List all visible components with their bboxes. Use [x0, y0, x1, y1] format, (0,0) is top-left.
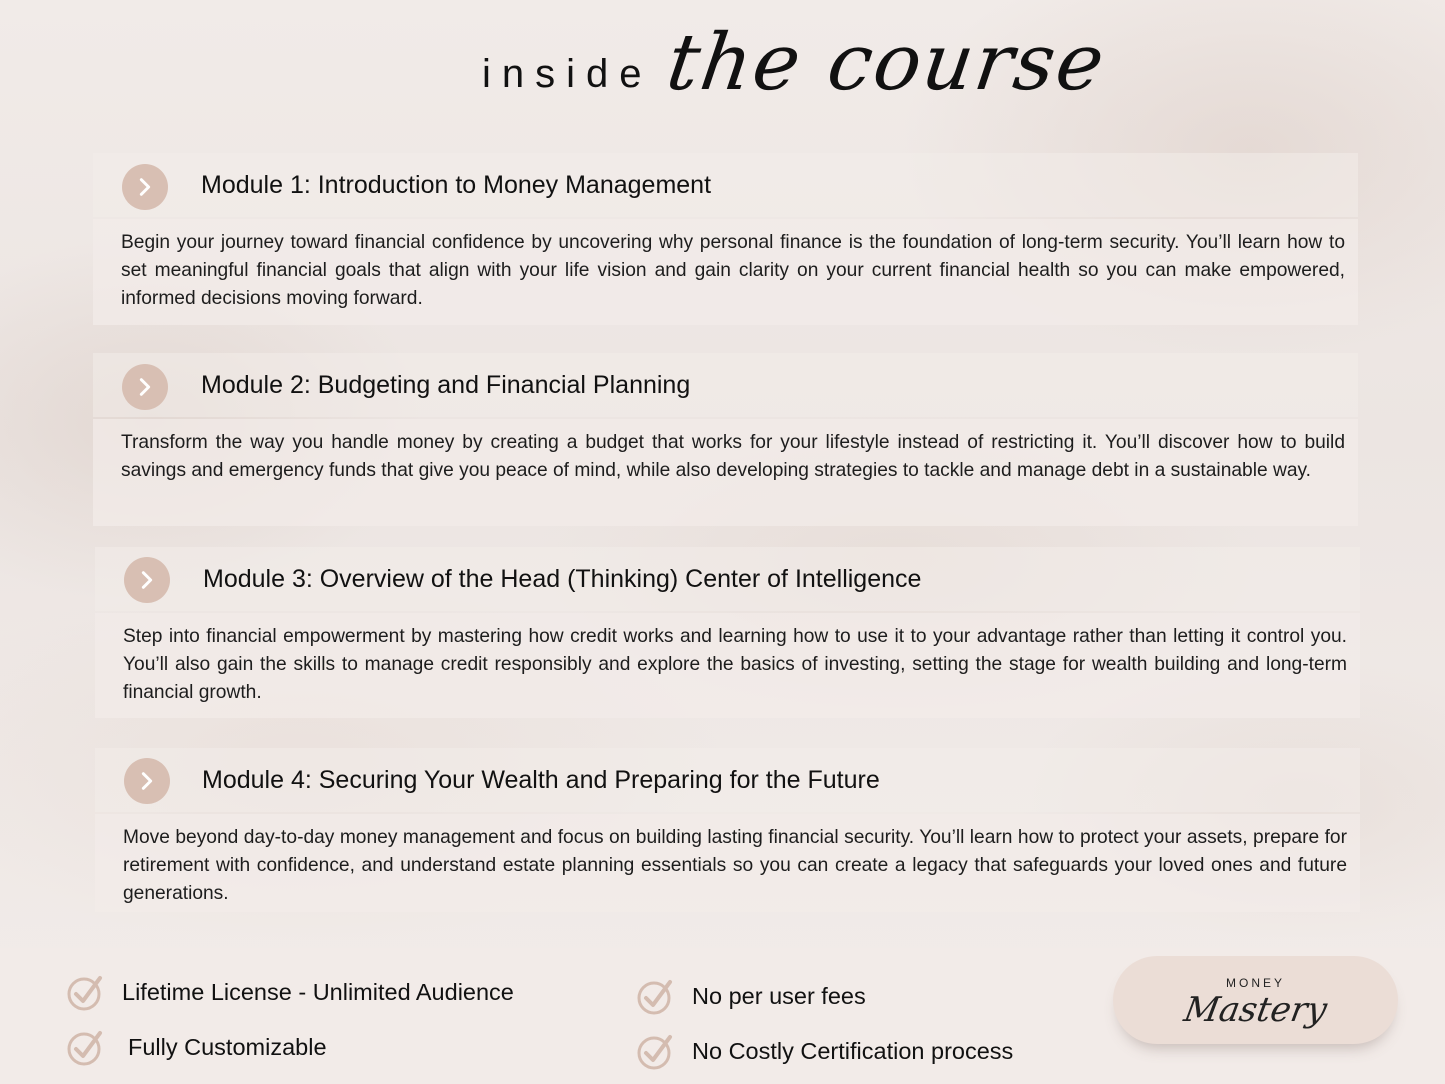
feature-label: No Costly Certification process — [692, 1037, 1014, 1064]
module-2-title: Module 2: Budgeting and Financial Planning — [201, 371, 691, 399]
feature-label: Lifetime License - Unlimited Audience — [122, 978, 514, 1005]
chevron-right-icon — [122, 364, 168, 410]
logo-script-text: Mastery — [1181, 990, 1330, 1030]
page-header — [0, 0, 1445, 150]
check-icon — [66, 1027, 106, 1067]
module-1-description: Begin your journey toward financial confidence by uncovering why personal finance is the foundation of long-term security. You’ll learn how to set meaningful financial goals that align with your life vision and gain clarity on your current financial health so you can make empowered, informed decisions moving forward. — [121, 232, 1345, 309]
check-icon — [66, 972, 106, 1012]
feature-no-certification — [636, 1031, 1013, 1071]
module-4-title: Module 4: Securing Your Wealth and Preparing for the Future — [202, 766, 880, 794]
check-icon — [636, 1031, 676, 1071]
logo-top-text: MONEY — [1225, 976, 1285, 990]
chevron-right-icon — [122, 164, 168, 210]
module-3-description: Step into financial empowerment by mastering how credit works and learning how to use it to your advantage rather than letting it control you. You’ll also gain the skills to manage credit responsibly and explore the basics of investing, setting the stage for wealth building and long-term financial growth. — [123, 626, 1347, 703]
module-3-title: Module 3: Overview of the Head (Thinking) Center of Intelligence — [203, 565, 922, 593]
module-4-description: Move beyond day-to-day money management and focus on building lasting financial security. You’ll learn how to protect your assets, prepare for retirement with confidence, and understand estate planning essentials so you can create a legacy that safeguards your loved ones and future generations. — [123, 827, 1347, 904]
heading-script-the-course: the course — [661, 18, 1112, 108]
feature-no-per-user-fees — [636, 976, 866, 1016]
chevron-right-icon — [124, 557, 170, 603]
money-mastery-logo — [1113, 956, 1398, 1044]
check-icon — [636, 976, 676, 1016]
module-1-title: Module 1: Introduction to Money Management — [201, 171, 712, 199]
feature-label: No per user fees — [692, 982, 866, 1009]
module-2-description: Transform the way you handle money by creating a budget that works for your lifestyle instead of restricting it. You’ll discover how to build savings and emergency funds that give you peace of mind, while also developing strategies to tackle and manage debt in a sustainable way. — [121, 432, 1345, 481]
feature-lifetime-license — [66, 972, 514, 1012]
feature-label: Fully Customizable — [128, 1033, 327, 1060]
feature-fully-customizable — [66, 1027, 327, 1067]
heading-word-inside: inside — [482, 52, 653, 96]
chevron-right-icon — [124, 758, 170, 804]
